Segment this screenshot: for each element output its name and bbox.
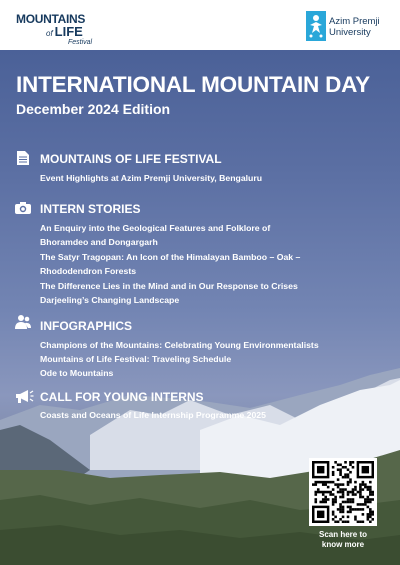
intern-story-1-line1[interactable]: An Enquiry into the Geological Features and Folklore of xyxy=(40,223,271,233)
camera-icon xyxy=(14,201,32,215)
infographic-1[interactable]: Champions of the Mountains: Celebrating Young Environmentalists xyxy=(40,340,319,350)
azim-premji-university-logo[interactable] xyxy=(306,11,396,43)
intern-story-1-line2[interactable]: Bhoramdeo and Dongargarh xyxy=(40,237,158,247)
logo-of-text: of xyxy=(46,29,53,38)
section-title-intern-stories[interactable]: INTERN STORIES xyxy=(40,202,141,216)
qr-caption-line1: Scan here to xyxy=(318,530,367,539)
section-title-call-for-interns[interactable]: CALL FOR YOUNG INTERNS xyxy=(40,390,204,404)
university-emblem-icon xyxy=(306,11,326,41)
megaphone-icon xyxy=(14,388,34,404)
document-icon xyxy=(16,150,30,166)
logo-line-life xyxy=(46,24,83,39)
edition-subtitle: December 2024 Edition xyxy=(16,101,171,117)
logo-line-festival: Festival xyxy=(68,39,93,46)
people-icon xyxy=(14,314,32,330)
header-bar xyxy=(0,0,400,50)
intern-story-2-line1[interactable]: The Satyr Tragopan: An Icon of the Himalayan Bamboo – Oak – xyxy=(40,252,301,262)
qr-code[interactable] xyxy=(309,458,377,526)
internship-programme[interactable]: Coasts and Oceans of Life Internship Programme 2025 xyxy=(40,410,266,420)
infographic-2[interactable]: Mountains of Life Festival: Traveling Schedule xyxy=(40,354,232,364)
page-title: INTERNATIONAL MOUNTAIN DAY xyxy=(16,72,370,97)
infographic-3[interactable]: Ode to Mountains xyxy=(40,368,114,378)
university-name-line1: Azim Premji xyxy=(329,16,380,27)
qr-caption xyxy=(308,530,378,550)
mountains-of-life-logo[interactable] xyxy=(16,10,106,50)
intern-story-4[interactable]: Darjeeling’s Changing Landscape xyxy=(40,295,180,305)
festival-item-1[interactable]: Event Highlights at Azim Premji University, Bengaluru xyxy=(40,173,263,183)
university-name xyxy=(329,16,380,38)
qr-code-pattern xyxy=(312,461,374,523)
section-title-festival[interactable]: MOUNTAINS OF LIFE FESTIVAL xyxy=(40,152,222,166)
qr-caption-line2: know more xyxy=(321,540,365,549)
university-name-line2: University xyxy=(329,27,371,38)
intern-story-3[interactable]: The Difference Lies in the Mind and in Our Response to Crises xyxy=(40,281,298,291)
logo-line-mountains: MOUNTAINS xyxy=(16,12,86,26)
logo-life-text: LIFE xyxy=(54,24,83,39)
section-title-infographics[interactable]: INFOGRAPHICS xyxy=(40,319,133,333)
intern-story-2-line2[interactable]: Rhododendron Forests xyxy=(40,266,137,276)
